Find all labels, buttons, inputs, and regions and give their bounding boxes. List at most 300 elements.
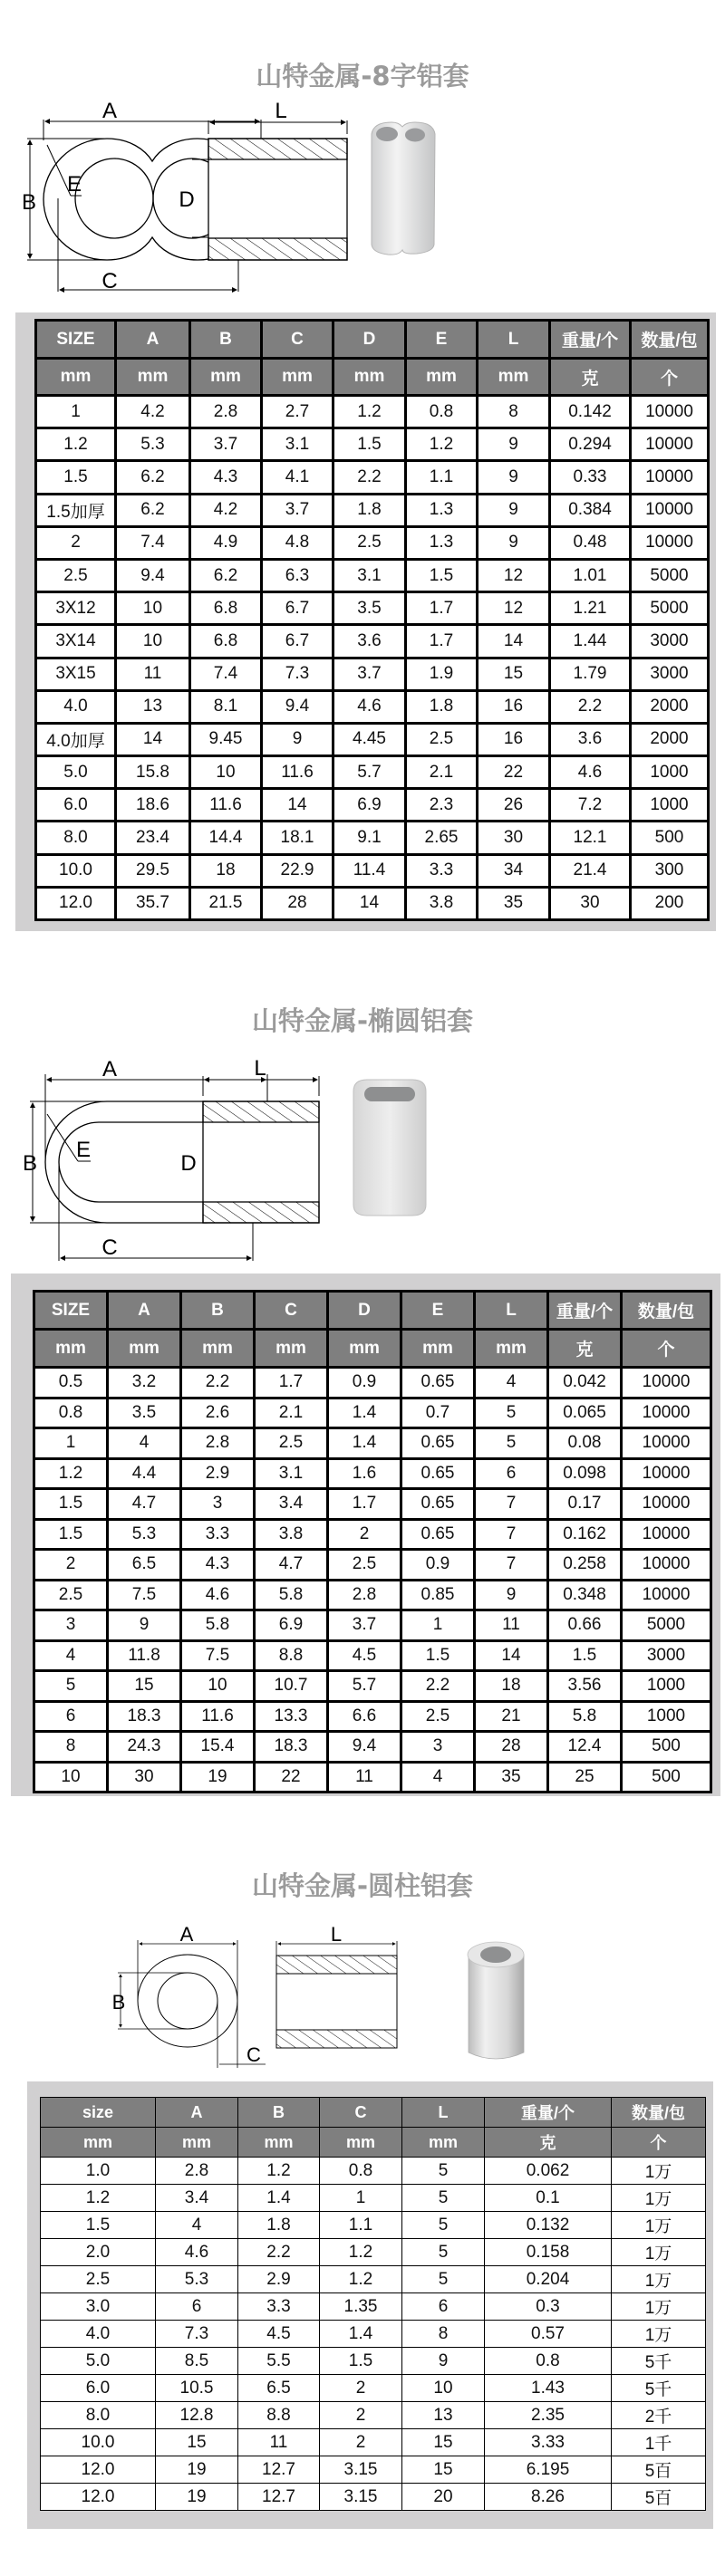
- table-cell: 0.3: [485, 2293, 612, 2321]
- table-cell: 2.8: [328, 1580, 401, 1610]
- table-cell: 0.33: [550, 461, 631, 494]
- dim-label-l: L: [275, 99, 287, 123]
- table-cell: 0.162: [548, 1519, 622, 1550]
- table-row: [34, 1550, 711, 1581]
- table-cell: 3X15: [36, 658, 116, 690]
- table-cell: 6: [156, 2293, 238, 2321]
- unit-cell: mm: [190, 359, 262, 396]
- table-cell: 10000: [622, 1580, 711, 1610]
- table-cell: 23.4: [116, 822, 190, 854]
- table-cell: 3: [34, 1610, 108, 1641]
- table-cell: 0.85: [401, 1580, 475, 1610]
- table-cell: 15: [108, 1671, 181, 1702]
- table-cell: 3.7: [262, 494, 334, 526]
- table-cell: 1万: [612, 2158, 706, 2185]
- spec-table-figure8: [34, 319, 710, 921]
- table-cell: 1.7: [406, 592, 478, 625]
- table-cell: 2.7: [262, 396, 334, 428]
- table-cell: 5: [34, 1671, 108, 1702]
- table-cell: 3.4: [156, 2185, 238, 2212]
- table-cell: 3.15: [320, 2484, 402, 2511]
- table-cell: 0.8: [485, 2348, 612, 2375]
- table-cell: 8.8: [238, 2402, 320, 2429]
- table-cell: 3.6: [334, 625, 406, 658]
- table-cell: 7.4: [190, 658, 262, 690]
- table-row: [36, 428, 709, 461]
- table-cell: 5.7: [334, 756, 406, 789]
- header-row: [36, 321, 709, 359]
- table-cell: 1.1: [406, 461, 478, 494]
- unit-cell: mm: [36, 359, 116, 396]
- table-cell: 0.132: [485, 2212, 612, 2239]
- table-cell: 22.9: [262, 854, 334, 887]
- table-row: [41, 2321, 706, 2348]
- col-header: A: [108, 1292, 181, 1330]
- table-cell: 10: [116, 592, 190, 625]
- table-cell: 16: [478, 723, 550, 755]
- table-cell: 4.6: [550, 756, 631, 789]
- table-cell: 3.5: [108, 1398, 181, 1428]
- table-cell: 1.35: [320, 2293, 402, 2321]
- table-cell: 25: [548, 1762, 622, 1793]
- table-cell: 1.3: [406, 494, 478, 526]
- table-cell: 11: [238, 2429, 320, 2456]
- table-row: [41, 2239, 706, 2266]
- table-cell: 16: [478, 690, 550, 723]
- table-cell: 3: [181, 1489, 255, 1520]
- table-cell: 5: [475, 1398, 548, 1428]
- table-cell: 5千: [612, 2375, 706, 2402]
- table-cell: 10.7: [255, 1671, 328, 1702]
- table-cell: 35.7: [116, 887, 190, 919]
- table-cell: 0.384: [550, 494, 631, 526]
- table-cell: 4: [475, 1368, 548, 1399]
- table-cell: 0.5: [34, 1368, 108, 1399]
- table-cell: 18: [190, 854, 262, 887]
- table-cell: 1万: [612, 2239, 706, 2266]
- table-cell: 2.8: [156, 2158, 238, 2185]
- table-cell: 0.57: [485, 2321, 612, 2348]
- table-cell: 2.1: [255, 1398, 328, 1428]
- table-cell: 1万: [612, 2293, 706, 2321]
- table-cell: 1000: [622, 1701, 711, 1732]
- table-cell: 1.5: [36, 461, 116, 494]
- table-cell: 15.4: [181, 1732, 255, 1763]
- table-cell: 3.4: [255, 1489, 328, 1520]
- table-cell: 5.8: [181, 1610, 255, 1641]
- table-cell: 10000: [631, 396, 709, 428]
- table-cell: 10: [34, 1762, 108, 1793]
- unit-cell: mm: [320, 2128, 402, 2158]
- table-row: [41, 2158, 706, 2185]
- table-cell: 1: [36, 396, 116, 428]
- table-cell: 15: [478, 658, 550, 690]
- table-cell: 7.3: [262, 658, 334, 690]
- table-row: [34, 1458, 711, 1489]
- table-cell: 5.8: [255, 1580, 328, 1610]
- table-cell: 7.4: [116, 526, 190, 559]
- table-cell: 9: [402, 2348, 485, 2375]
- table-cell: 1.44: [550, 625, 631, 658]
- table-cell: 10.0: [36, 854, 116, 887]
- table-cell: 6: [34, 1701, 108, 1732]
- header-row: [34, 1292, 711, 1330]
- table-cell: 11: [328, 1762, 401, 1793]
- unit-cell: mm: [255, 1330, 328, 1368]
- unit-cell: mm: [181, 1330, 255, 1368]
- table-cell: 3.3: [181, 1519, 255, 1550]
- table-cell: 8.0: [41, 2402, 156, 2429]
- table-cell: 10000: [622, 1428, 711, 1459]
- table-cell: 0.65: [401, 1519, 475, 1550]
- unit-cell: mm: [402, 2128, 485, 2158]
- col-header: E: [401, 1292, 475, 1330]
- table-cell: 11.6: [190, 789, 262, 822]
- table-cell: 4.5: [238, 2321, 320, 2348]
- table-cell: 15: [156, 2429, 238, 2456]
- table-row: [34, 1732, 711, 1763]
- table-cell: 3.56: [548, 1671, 622, 1702]
- table-cell: 9.4: [328, 1732, 401, 1763]
- table-cell: 5.8: [548, 1701, 622, 1732]
- table-cell: 26: [478, 789, 550, 822]
- table-cell: 6.5: [108, 1550, 181, 1581]
- table-cell: 0.8: [320, 2158, 402, 2185]
- table-cell: 0.65: [401, 1458, 475, 1489]
- table-cell: 1: [34, 1428, 108, 1459]
- table-cell: 4.3: [181, 1550, 255, 1581]
- table-cell: 3000: [622, 1640, 711, 1671]
- table-row: [41, 2266, 706, 2293]
- unit-cell: mm: [401, 1330, 475, 1368]
- unit-cell: 克: [548, 1330, 622, 1368]
- table-cell: 1: [320, 2185, 402, 2212]
- table-cell: 1万: [612, 2185, 706, 2212]
- table-cell: 12.4: [548, 1732, 622, 1763]
- table-cell: 3000: [631, 658, 709, 690]
- dim-label-e: E: [66, 172, 82, 197]
- table-cell: 8: [402, 2321, 485, 2348]
- table-cell: 4.8: [262, 526, 334, 559]
- table-cell: 2: [34, 1550, 108, 1581]
- table-row: [34, 1762, 711, 1793]
- table-cell: 500: [622, 1762, 711, 1793]
- table-cell: 9: [475, 1580, 548, 1610]
- table-cell: 9: [108, 1610, 181, 1641]
- table-cell: 1.5: [548, 1640, 622, 1671]
- table-cell: 1.2: [238, 2158, 320, 2185]
- table-cell: 1.7: [255, 1368, 328, 1399]
- dim-label-c: C: [102, 1235, 118, 1260]
- table-cell: 5000: [631, 559, 709, 591]
- table-cell: 6.7: [262, 625, 334, 658]
- section-title-figure8: 山特金属-8字铝套: [256, 61, 469, 91]
- table-cell: 3.3: [406, 854, 478, 887]
- table-cell: 4.4: [108, 1458, 181, 1489]
- table-cell: 19: [181, 1762, 255, 1793]
- table-cell: 9: [478, 461, 550, 494]
- table-cell: 10000: [631, 526, 709, 559]
- table-cell: 2000: [631, 690, 709, 723]
- table-cell: 35: [475, 1762, 548, 1793]
- table-cell: 0.098: [548, 1458, 622, 1489]
- table-cell: 10000: [622, 1458, 711, 1489]
- table-cell: 10: [181, 1671, 255, 1702]
- table-cell: 18.6: [116, 789, 190, 822]
- table-cell: 1千: [612, 2429, 706, 2456]
- table-cell: 1000: [622, 1671, 711, 1702]
- dim-label-c: C: [246, 2043, 261, 2066]
- table-cell: 3.1: [334, 559, 406, 591]
- dim-label-d: D: [180, 1151, 197, 1176]
- table-cell: 15.8: [116, 756, 190, 789]
- dim-label-b: B: [21, 190, 37, 215]
- table-cell: 13: [402, 2402, 485, 2429]
- table-cell: 14: [334, 887, 406, 919]
- table-cell: 5: [402, 2239, 485, 2266]
- table-cell: 19: [156, 2484, 238, 2511]
- table-row: [34, 1489, 711, 1520]
- table-cell: 2: [320, 2402, 402, 2429]
- table-cell: 0.042: [548, 1368, 622, 1399]
- table-cell: 19: [156, 2456, 238, 2484]
- table-cell: 15: [402, 2456, 485, 2484]
- table-cell: 200: [631, 887, 709, 919]
- table-cell: 0.1: [485, 2185, 612, 2212]
- table-row: [36, 658, 709, 690]
- table-cell: 18.3: [108, 1701, 181, 1732]
- table-cell: 1.5: [34, 1489, 108, 1520]
- table-row: [34, 1519, 711, 1550]
- table-cell: 1.0: [41, 2158, 156, 2185]
- table-cell: 1.2: [41, 2185, 156, 2212]
- col-header: A: [156, 2098, 238, 2128]
- table-row: [36, 887, 709, 919]
- table-cell: 500: [622, 1732, 711, 1763]
- table-cell: 0.348: [548, 1580, 622, 1610]
- table-cell: 1: [401, 1610, 475, 1641]
- col-header: B: [190, 321, 262, 359]
- table-cell: 0.8: [406, 396, 478, 428]
- table-row: [36, 822, 709, 854]
- table-row: [34, 1398, 711, 1428]
- table-cell: 3.5: [334, 592, 406, 625]
- table-cell: 1.21: [550, 592, 631, 625]
- table-cell: 4.45: [334, 723, 406, 755]
- table-row: [36, 494, 709, 526]
- table-cell: 20: [402, 2484, 485, 2511]
- table-cell: 1.2: [406, 428, 478, 461]
- unit-cell: mm: [262, 359, 334, 396]
- table-cell: 2.2: [238, 2239, 320, 2266]
- table-row: [36, 396, 709, 428]
- table-cell: 5: [475, 1428, 548, 1459]
- table-row: [41, 2212, 706, 2239]
- table-cell: 14: [262, 789, 334, 822]
- unit-cell: 个: [631, 359, 709, 396]
- table-cell: 4.3: [190, 461, 262, 494]
- oval-diagram: [0, 1042, 725, 1268]
- table-cell: 1.4: [238, 2185, 320, 2212]
- table-cell: 2.5: [328, 1550, 401, 1581]
- table-cell: 0.65: [401, 1489, 475, 1520]
- table-cell: 8: [34, 1732, 108, 1763]
- table-cell: 1.8: [406, 690, 478, 723]
- unit-cell: mm: [406, 359, 478, 396]
- table-cell: 12: [478, 559, 550, 591]
- table-cell: 2000: [631, 723, 709, 755]
- table-cell: 28: [475, 1732, 548, 1763]
- table-cell: 10000: [622, 1368, 711, 1399]
- unit-cell: mm: [108, 1330, 181, 1368]
- table-cell: 5.7: [328, 1671, 401, 1702]
- table-cell: 9.4: [116, 559, 190, 591]
- table-row: [41, 2484, 706, 2511]
- table-cell: 1.5: [334, 428, 406, 461]
- table-cell: 1.1: [320, 2212, 402, 2239]
- table-cell: 1000: [631, 789, 709, 822]
- table-cell: 12.0: [41, 2484, 156, 2511]
- table-body: [41, 2158, 706, 2511]
- table-cell: 30: [108, 1762, 181, 1793]
- table-cell: 1.5: [401, 1640, 475, 1671]
- col-header: 数量/包: [612, 2098, 706, 2128]
- table-row: [36, 690, 709, 723]
- table-cell: 2: [36, 526, 116, 559]
- table-cell: 13.3: [255, 1701, 328, 1732]
- col-header: 重量/个: [550, 321, 631, 359]
- col-header: A: [116, 321, 190, 359]
- table-cell: 0.065: [548, 1398, 622, 1428]
- dim-label-l: L: [254, 1056, 266, 1081]
- table-cell: 3.7: [334, 658, 406, 690]
- table-cell: 0.17: [548, 1489, 622, 1520]
- table-cell: 0.204: [485, 2266, 612, 2293]
- table-cell: 11: [475, 1610, 548, 1641]
- table-cell: 0.7: [401, 1398, 475, 1428]
- dim-label-a: A: [179, 1923, 194, 1946]
- table-cell: 2.5: [406, 723, 478, 755]
- table-cell: 4.0加厚: [36, 723, 116, 755]
- col-header: C: [320, 2098, 402, 2128]
- table-row: [34, 1640, 711, 1671]
- table-cell: 11.6: [181, 1701, 255, 1732]
- table-row: [36, 592, 709, 625]
- table-cell: 8.8: [255, 1640, 328, 1671]
- table-cell: 2.5: [41, 2266, 156, 2293]
- dim-label-e: E: [75, 1138, 92, 1162]
- table-cell: 1.01: [550, 559, 631, 591]
- unit-row: [34, 1330, 711, 1368]
- table-cell: 2.65: [406, 822, 478, 854]
- table-cell: 4: [401, 1762, 475, 1793]
- table-row: [36, 723, 709, 755]
- table-cell: 6: [402, 2293, 485, 2321]
- table-cell: 18.1: [262, 822, 334, 854]
- table-cell: 1.9: [406, 658, 478, 690]
- table-row: [34, 1580, 711, 1610]
- table-row: [34, 1610, 711, 1641]
- table-cell: 5.3: [116, 428, 190, 461]
- table-cell: 2: [328, 1519, 401, 1550]
- table-cell: 15: [402, 2429, 485, 2456]
- col-header: B: [181, 1292, 255, 1330]
- table-cell: 6.9: [255, 1610, 328, 1641]
- table-cell: 2.6: [181, 1398, 255, 1428]
- table-cell: 28: [262, 887, 334, 919]
- table-cell: 5.3: [108, 1519, 181, 1550]
- table-cell: 9: [262, 723, 334, 755]
- table-row: [41, 2348, 706, 2375]
- dim-label-l: L: [330, 1923, 343, 1946]
- table-cell: 0.08: [548, 1428, 622, 1459]
- table-cell: 30: [478, 822, 550, 854]
- col-header: C: [255, 1292, 328, 1330]
- table-cell: 2.5: [36, 559, 116, 591]
- table-cell: 4.7: [108, 1489, 181, 1520]
- table-cell: 35: [478, 887, 550, 919]
- figure8-diagram: [0, 91, 725, 308]
- table-cell: 1.5加厚: [36, 494, 116, 526]
- table-cell: 0.65: [401, 1368, 475, 1399]
- table-cell: 4.0: [36, 690, 116, 723]
- table-cell: 9: [478, 526, 550, 559]
- table-cell: 11.6: [262, 756, 334, 789]
- table-cell: 24.3: [108, 1732, 181, 1763]
- table-cell: 0.258: [548, 1550, 622, 1581]
- table-cell: 6.2: [190, 559, 262, 591]
- table-cell: 1.7: [328, 1489, 401, 1520]
- table-cell: 11.4: [334, 854, 406, 887]
- table-body: [36, 396, 709, 920]
- table-cell: 1.2: [36, 428, 116, 461]
- table-row: [36, 789, 709, 822]
- table-cell: 2.5: [334, 526, 406, 559]
- table-cell: 1.4: [328, 1428, 401, 1459]
- table-cell: 2.2: [401, 1671, 475, 1702]
- col-header: D: [334, 321, 406, 359]
- col-header: L: [475, 1292, 548, 1330]
- table-cell: 1.3: [406, 526, 478, 559]
- table-cell: 10000: [622, 1398, 711, 1428]
- table-cell: 3.8: [406, 887, 478, 919]
- table-cell: 500: [631, 822, 709, 854]
- table-cell: 0.062: [485, 2158, 612, 2185]
- table-cell: 0.294: [550, 428, 631, 461]
- table-body: [34, 1368, 711, 1793]
- col-header: D: [328, 1292, 401, 1330]
- table-cell: 10000: [631, 494, 709, 526]
- table-cell: 3.1: [255, 1458, 328, 1489]
- table-cell: 3.3: [238, 2293, 320, 2321]
- table-cell: 6.9: [334, 789, 406, 822]
- table-cell: 14: [475, 1640, 548, 1671]
- table-row: [36, 461, 709, 494]
- table-cell: 6.195: [485, 2456, 612, 2484]
- table-cell: 7: [475, 1489, 548, 1520]
- table-cell: 1.2: [320, 2266, 402, 2293]
- table-cell: 2.35: [485, 2402, 612, 2429]
- table-cell: 1.4: [328, 1398, 401, 1428]
- table-cell: 22: [478, 756, 550, 789]
- table-row: [34, 1701, 711, 1732]
- table-cell: 5千: [612, 2348, 706, 2375]
- table-row: [36, 526, 709, 559]
- section-title-oval: 山特金属-椭圆铝套: [251, 1005, 474, 1036]
- table-cell: 0.65: [401, 1428, 475, 1459]
- table-cell: 3.1: [262, 428, 334, 461]
- table-cell: 8.0: [36, 822, 116, 854]
